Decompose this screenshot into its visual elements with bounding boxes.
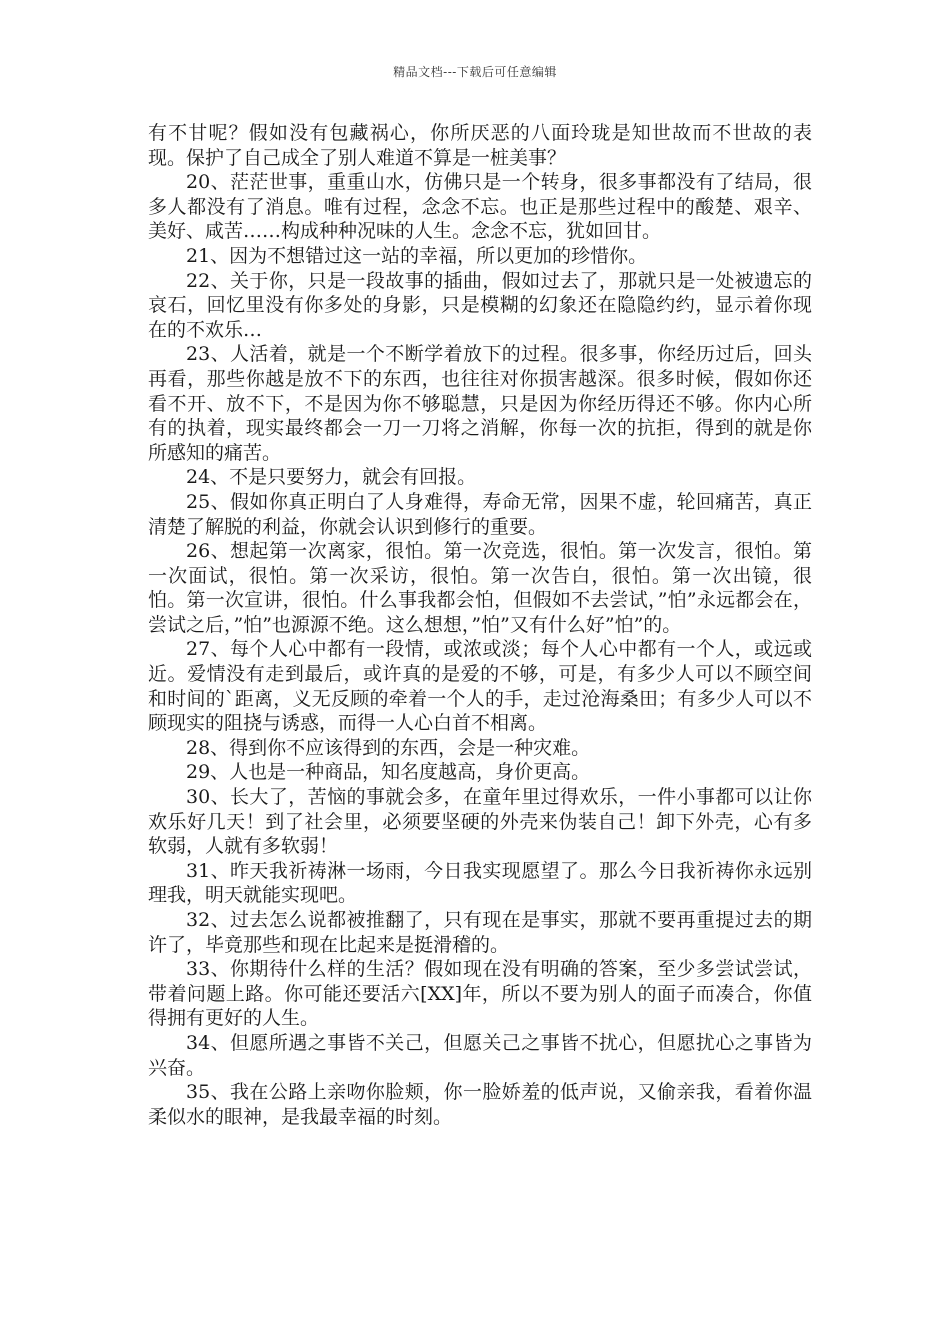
page-header: 精品文档---下载后可任意编辑	[393, 65, 557, 79]
paragraph: 有不甘呢？假如没有包藏祸心，你所厌恶的八面玲珑是知世故而不世故的表现。保护了自己成全了别人难道不算是一桩美事？	[148, 122, 812, 169]
paragraph: 30、长大了，苦恼的事就会多，在童年里过得欢乐，一件小事都可以让你欢乐好几天！到了社会里，必须要坚硬的外壳来伪装自己！卸下外壳，心有多软弱，人就有多软弱！	[148, 786, 812, 858]
paragraph: 22、关于你，只是一段故事的插曲，假如过去了，那就只是一处被遗忘的哀石，回忆里没有你多处的身影，只是模糊的幻象还在隐隐约约，显示着你现在的不欢乐…	[148, 269, 812, 341]
paragraph: 20、茫茫世事，重重山水，仿佛只是一个转身，很多事都没有了结局，很多人都没有了消息。唯有过程，念念不忘。也正是那些过程中的酸楚、艰辛、美好、咸苦……构成种种况味的人生。念念不忘，犹如回甘。	[148, 171, 812, 243]
document-body	[148, 121, 812, 1129]
paragraph: 26、想起第一次离家，很怕。第一次竞选，很怕。第一次发言，很怕。第一次面试，很怕。第一次采访，很怕。第一次告白，很怕。第一次出镜，很怕。第一次宣讲，很怕。什么事我都会怕，但假如不去尝试，”怕”永远都会在，尝试之后，”怕”也源源不绝。这么想想，”怕”又有什么好”怕”的。	[148, 540, 812, 636]
paragraph: 33、你期待什么样的生活？假如现在没有明确的答案，至少多尝试尝试，带着问题上路。你可能还要活六[XX]年，所以不要为别人的面子而凑合，你值得拥有更好的人生。	[148, 958, 812, 1030]
paragraph: 28、得到你不应该得到的东西，会是一种灾难。	[186, 736, 591, 759]
paragraph: 25、假如你真正明白了人身难得，寿命无常，因果不虚，轮回痛苦，真正清楚了解脱的利益，你就会认识到修行的重要。	[148, 490, 812, 538]
paragraph: 31、昨天我祈祷淋一场雨，今日我实现愿望了。那么今日我祈祷你永远别理我，明天就能实现吧。	[148, 859, 812, 907]
paragraph: 32、过去怎么说都被推翻了，只有现在是事实，那就不要再重提过去的期许了，毕竟那些和现在比起来是挺滑稽的。	[148, 909, 812, 956]
paragraph: 21、因为不想错过这一站的幸福，所以更加的珍惜你。	[186, 244, 648, 267]
paragraph: 29、人也是一种商品，知名度越高，身价更高。	[186, 761, 591, 784]
paragraph: 23、人活着，就是一个不断学着放下的过程。很多事，你经历过后，回头再看，那些你越是放不下的东西，也往往对你损害越深。很多时候，假如你还看不开、放不下，不是因为你不够聪慧，只是因为你经历得还不够。你内心所有的执着，现实最终都会一刀一刀将之消解，你每一次的抗拒，得到的就是你所感知的痛苦。	[148, 343, 812, 464]
paragraph: 27、每个人心中都有一段情，或浓或淡；每个人心中都有一个人，或远或近。爱情没有走到最后，或许真的是爱的不够，可是，有多少人可以不顾空间和时间的`距离，义无反顾的牵着一个人的手，走过沧海桑田；有多少人可以不顾现实的阻挠与诱惑，而得一人心白首不相离。	[148, 638, 812, 735]
paragraph: 34、但愿所遇之事皆不关己，但愿关己之事皆不扰心，但愿扰心之事皆为兴奋。	[148, 1031, 812, 1079]
paragraph: 24、不是只要努力，就会有回报。	[186, 466, 477, 489]
paragraph: 35、我在公路上亲吻你脸颊，你一脸娇羞的低声说，又偷亲我，看着你温柔似水的眼神，是我最幸福的时刻。	[148, 1081, 812, 1128]
